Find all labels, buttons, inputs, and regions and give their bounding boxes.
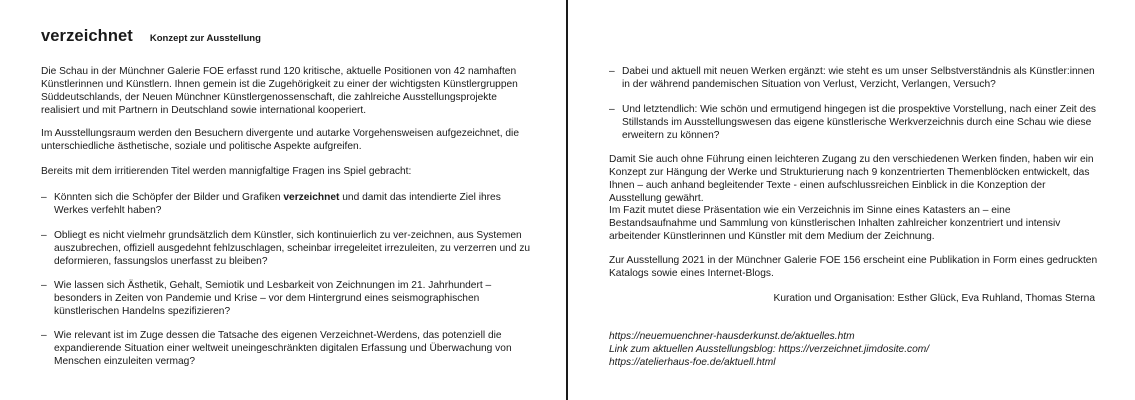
link-atelierhaus[interactable]: https://atelierhaus-foe.de/aktuell.html xyxy=(609,356,776,368)
page-title: verzeichnet xyxy=(41,27,133,45)
dash-bullet: – xyxy=(41,192,47,203)
question-text xyxy=(54,192,531,218)
page-subtitle: Konzept zur Ausstellung xyxy=(149,33,261,44)
questions-intro: Bereits mit dem irritierenden Titel werden mannigfaltige Fragen ins Spiel gebracht: xyxy=(41,166,412,177)
question-text: Obliegt es nicht vielmehr grundsätzlich dem Künstler, sich kontinuierlich zu ver-zeichnen, aus Systemen auszubrechen, offiziell ausgedehnt fehlzuschlagen, scheinbar irregeleitet irrezuleiten, zu verzerren und zu deformieren, fassungslos unerfasst zu bleiben? xyxy=(54,230,531,267)
question-text: Dabei und aktuell mit neuen Werken ergänzt: wie steht es um unser Selbstverständnis als Künstler:innen in der während pandemischen Situation von Verlust, Verzicht, Verlangen, Versuch? xyxy=(622,66,1095,90)
header xyxy=(41,27,567,47)
question-item xyxy=(609,66,1099,92)
curation-credits: Kuration und Organisation: Esther Glück, Eva Ruhland, Thomas Sterna xyxy=(773,293,1095,304)
intro-paragraph: Die Schau in der Münchner Galerie FOE erfasst rund 120 kritische, aktuelle Positionen von 42 namhaften Künstlerinnen und Künstlern. Ihnen gemein ist die Zugehörigkeit zu einer der wichtigsten Künstlergruppen Süddeutschlands, der Neuen Münchner Künstlergenossenschaft, die zahlreiche Ausstellungsprojekte realisiert und mit Partnern in Deutschland sowie international kooperiert. xyxy=(41,66,518,116)
dash-bullet: – xyxy=(609,104,615,115)
question-item xyxy=(41,192,531,218)
question-text-part: und damit das intendierte Ziel ihres Werkes verfehlt haben? xyxy=(54,192,501,216)
dash-bullet: – xyxy=(41,330,47,341)
question-item xyxy=(609,104,1099,143)
guidance-paragraph: Damit Sie auch ohne Führung einen leichteren Zugang zu den verschiedenen Werken finden, haben wir ein Konzept zur Hängung der Werke und Strukturierung nach 9 konzentrierten Themenblöcken entwickelt, das Ihnen – auch anhand begleitender Texte - einen aufschlussreichen Einblick in die Konzeption der Ausstellung gewährt. xyxy=(609,154,1094,204)
question-text: Wie relevant ist im Zuge dessen die Tatsache des eigenen Verzeichnet-Werdens, das potenziell die expandierende Situation einer weltweit uneingeschränkten digitalen Erfassung und Überwachung von Menschen einzuleiten vermag? xyxy=(54,330,512,367)
dash-bullet: – xyxy=(41,280,47,291)
link-exhibition-blog[interactable]: Link zum aktuellen Ausstellungsblog: https://verzeichnet.jimdosite.com/ xyxy=(609,343,930,355)
links-list xyxy=(609,331,1089,370)
question-text-part: Könnten sich die Schöpfer der Bilder und Grafiken xyxy=(54,192,284,203)
conclusion-paragraph: Im Fazit mutet diese Präsentation wie ein Verzeichnis im Sinne eines Katasters an – eine Bestandsaufnahme und Sammlung von künstlerischen Inhalten zahlreicher konzentriert und intensiv arbeitender Künstlerinnen und Künstler mit dem Medium der Zeichnung. xyxy=(609,205,1061,242)
dash-bullet: – xyxy=(609,66,615,77)
publication-paragraph: Zur Ausstellung 2021 in der Münchner Galerie FOE 156 erscheint eine Publikation in Form eines gedruckten Katalogs sowie eines Internet-Blogs. xyxy=(609,255,1098,279)
dash-bullet: – xyxy=(41,230,47,241)
question-item xyxy=(41,230,531,269)
question-text: Wie lassen sich Ästhetik, Gehalt, Semiotik und Lesbarkeit von Zeichnungen im 21. Jahrhundert – besonders in Zeiten von Pandemie und Krise – vor dem Hintergrund eines seismographischen künstlerischen Handelns spezifizieren? xyxy=(54,280,492,317)
question-text: Und letztendlich: Wie schön und ermutigend hingegen ist die prospektive Vorstellung, nach einer Zeit des Stillstands im Ausstellungswesen das eigene künstlerische Werkverzeichnis durch eine Schau wie diese erweitern zu können? xyxy=(622,104,1096,141)
exhibition-space-paragraph: Im Ausstellungsraum werden den Besuchern divergente und autarke Vorgehensweisen aufgezeichnet, die unterschiedliche ästhetische, soziale und politische Aspekte aufgreifen. xyxy=(41,128,519,152)
question-item xyxy=(41,330,531,369)
page-divider xyxy=(566,0,568,400)
question-item xyxy=(41,280,531,319)
link-neuemuenchner[interactable]: https://neuemuenchner-hausderkunst.de/aktuelles.htm xyxy=(609,331,855,342)
emphasis-verzeichnet: verzeichnet xyxy=(283,192,340,203)
